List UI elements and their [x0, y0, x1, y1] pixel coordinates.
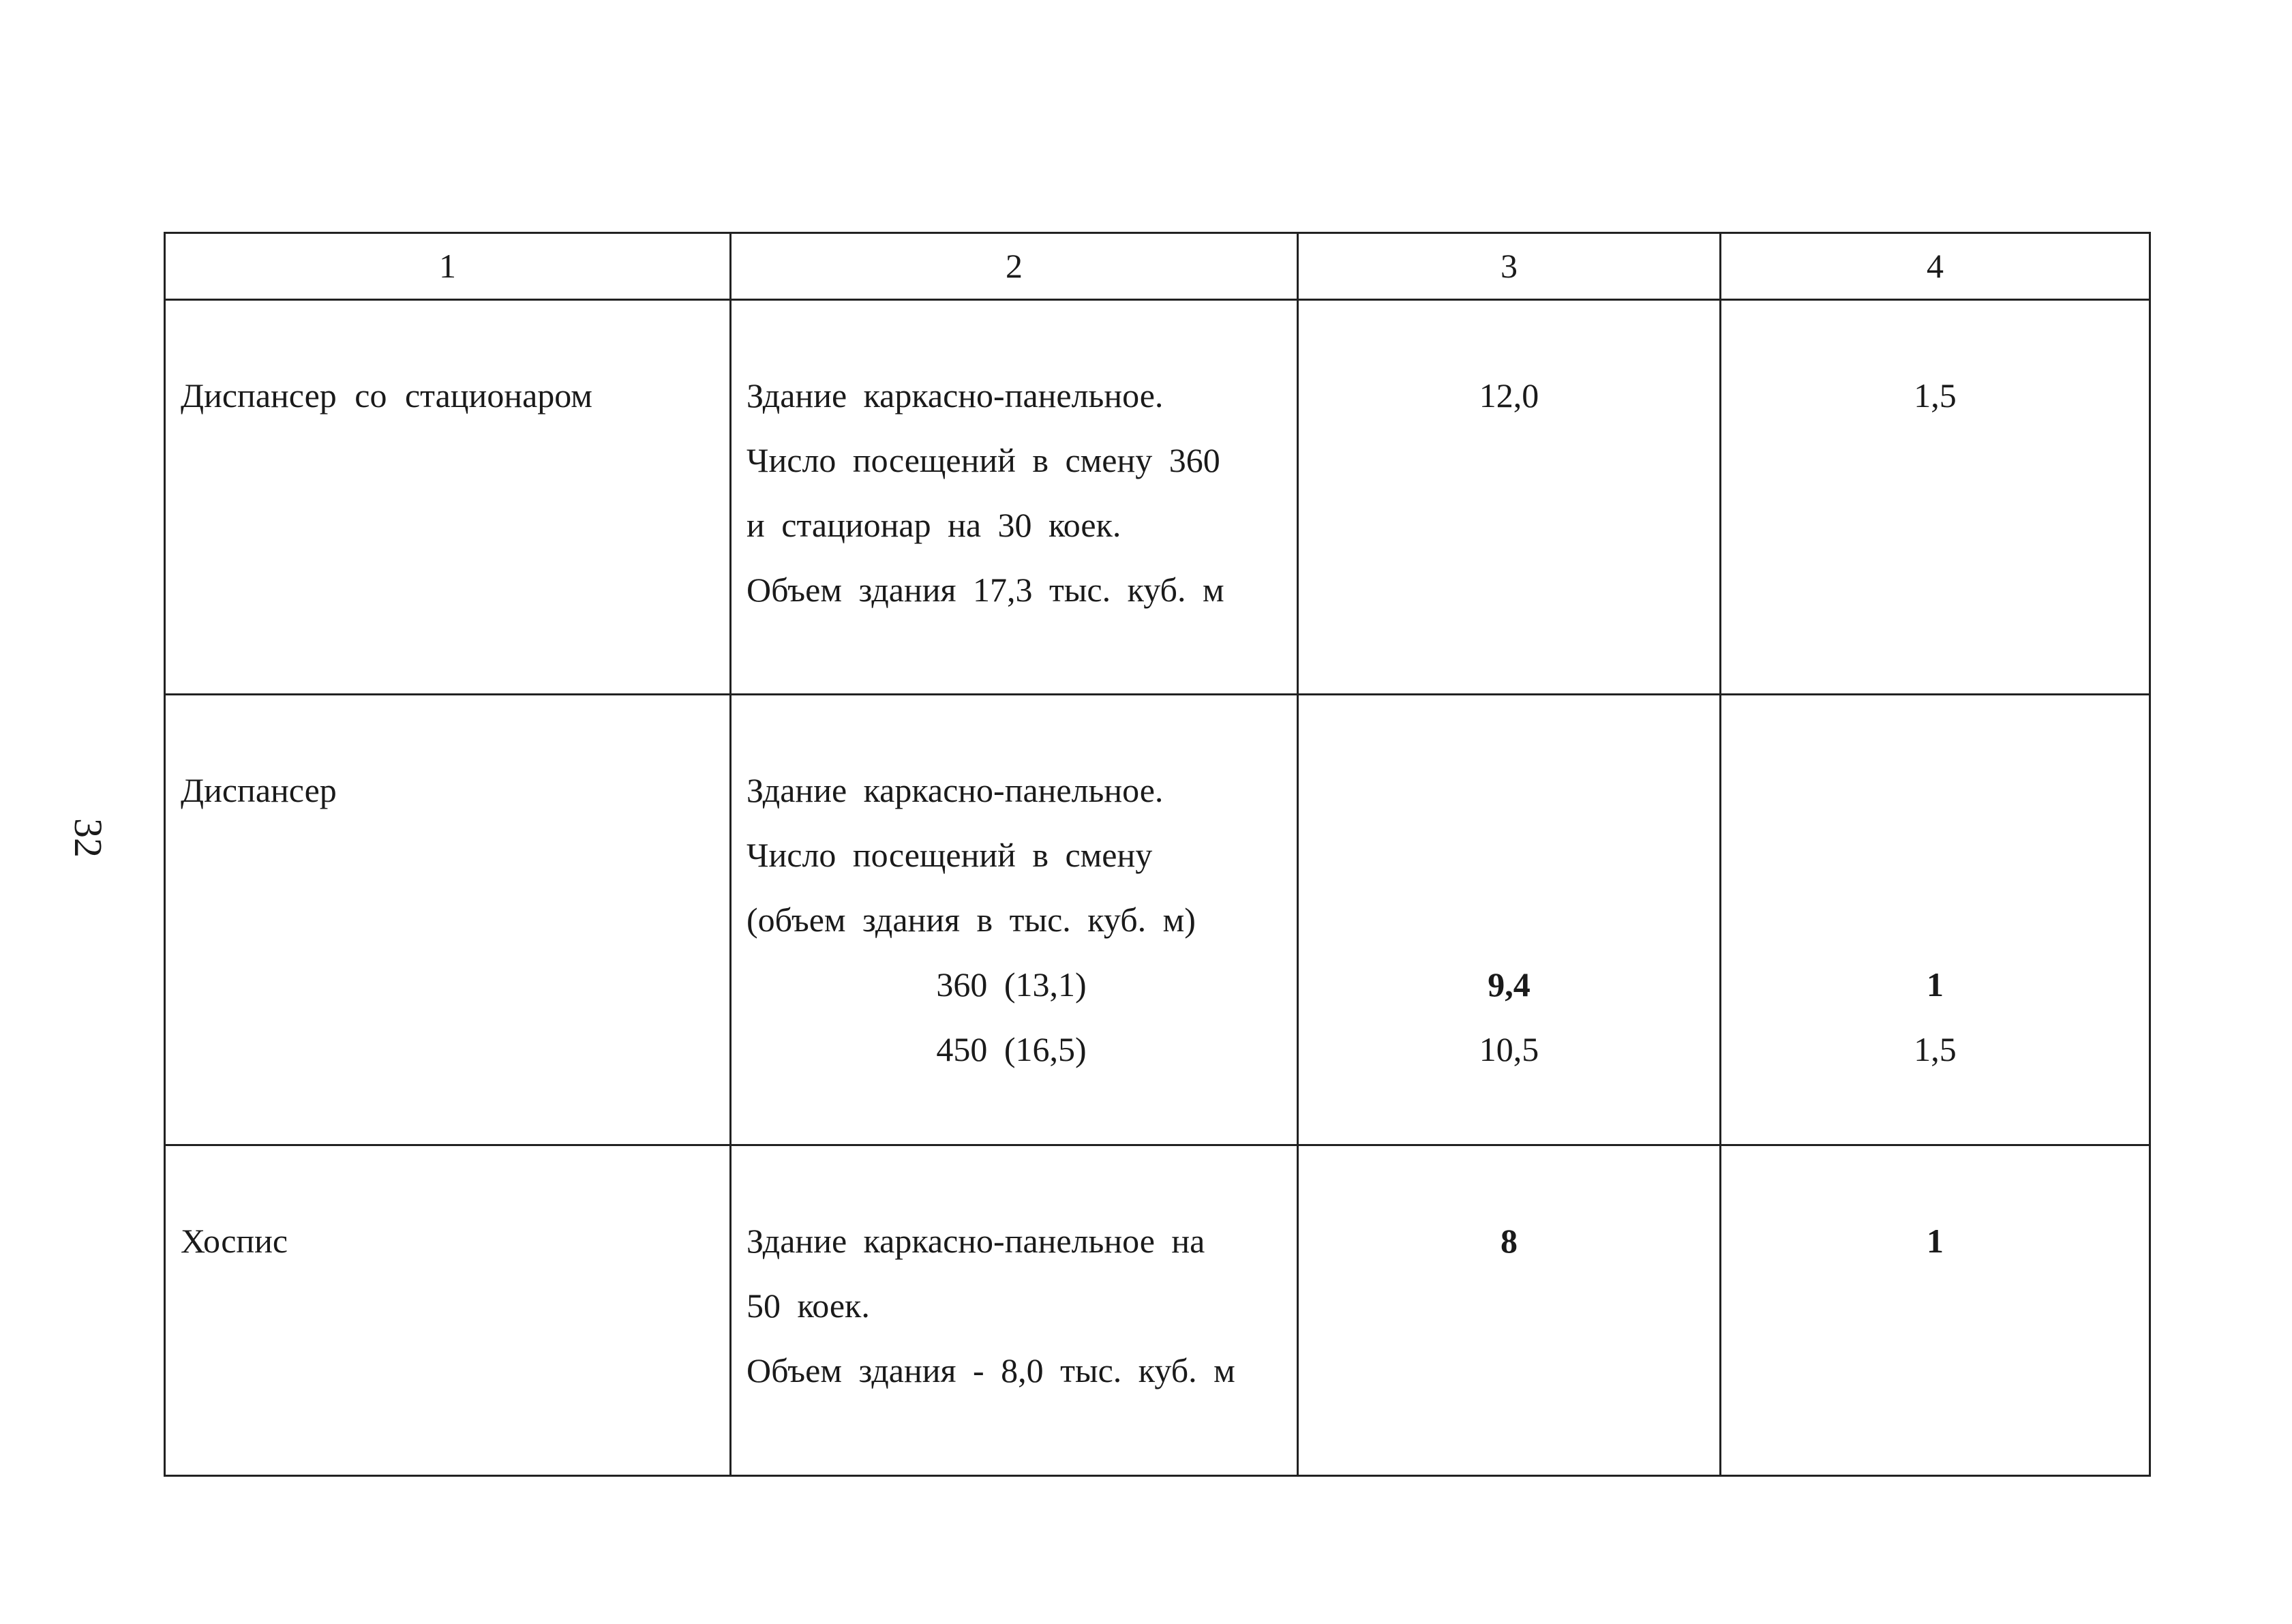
- header-cell-2: 2: [731, 233, 1298, 300]
- variant-value-col4: 1,5: [1914, 1030, 1957, 1068]
- header-cell-4: 4: [1721, 233, 2150, 300]
- value-col4: 1: [1721, 1145, 2150, 1476]
- header-cell-1: 1: [165, 233, 731, 300]
- description-line: Объем здания - 8,0 тыс. куб. м: [747, 1351, 1235, 1389]
- facility-description: [731, 695, 1298, 1145]
- table-header-row: [165, 233, 2150, 300]
- description-line: Число посещений в смену 360: [747, 441, 1220, 479]
- description-line: Объем здания 17,3 тыс. куб. м: [747, 571, 1224, 609]
- description-line: Здание каркасно-панельное на: [747, 1222, 1205, 1260]
- variant-value-col4: 1: [1927, 965, 1944, 1004]
- facility-description: [731, 300, 1298, 695]
- value-col3: 8: [1298, 1145, 1721, 1476]
- description-line: Здание каркасно-панельное.: [747, 376, 1164, 415]
- variant-label: 360 (13,1): [936, 965, 1087, 1004]
- table-row: [165, 300, 2150, 695]
- description-line: (объем здания в тыс. куб. м): [747, 901, 1196, 939]
- facility-name: Хоспис: [165, 1145, 731, 1476]
- page-number: 32: [66, 818, 110, 858]
- variant-label: 450 (16,5): [936, 1030, 1087, 1068]
- table-row: [165, 1145, 2150, 1476]
- variant-value-col3: 10,5: [1479, 1030, 1539, 1068]
- value-col4: [1721, 695, 2150, 1145]
- description-line: и стационар на 30 коек.: [747, 506, 1121, 544]
- header-cell-3: 3: [1298, 233, 1721, 300]
- value-col3: 12,0: [1298, 300, 1721, 695]
- variant-value-col3: 9,4: [1488, 965, 1530, 1004]
- table-row: [165, 695, 2150, 1145]
- facility-name: Диспансер: [165, 695, 731, 1145]
- description-line: Число посещений в смену: [747, 836, 1153, 874]
- document-table: [164, 232, 2151, 1477]
- facility-description: [731, 1145, 1298, 1476]
- value-col4: 1,5: [1721, 300, 2150, 695]
- description-line: Здание каркасно-панельное.: [747, 771, 1164, 809]
- facility-name: Диспансер со стационаром: [165, 300, 731, 695]
- description-line: 50 коек.: [747, 1287, 870, 1325]
- value-col3: [1298, 695, 1721, 1145]
